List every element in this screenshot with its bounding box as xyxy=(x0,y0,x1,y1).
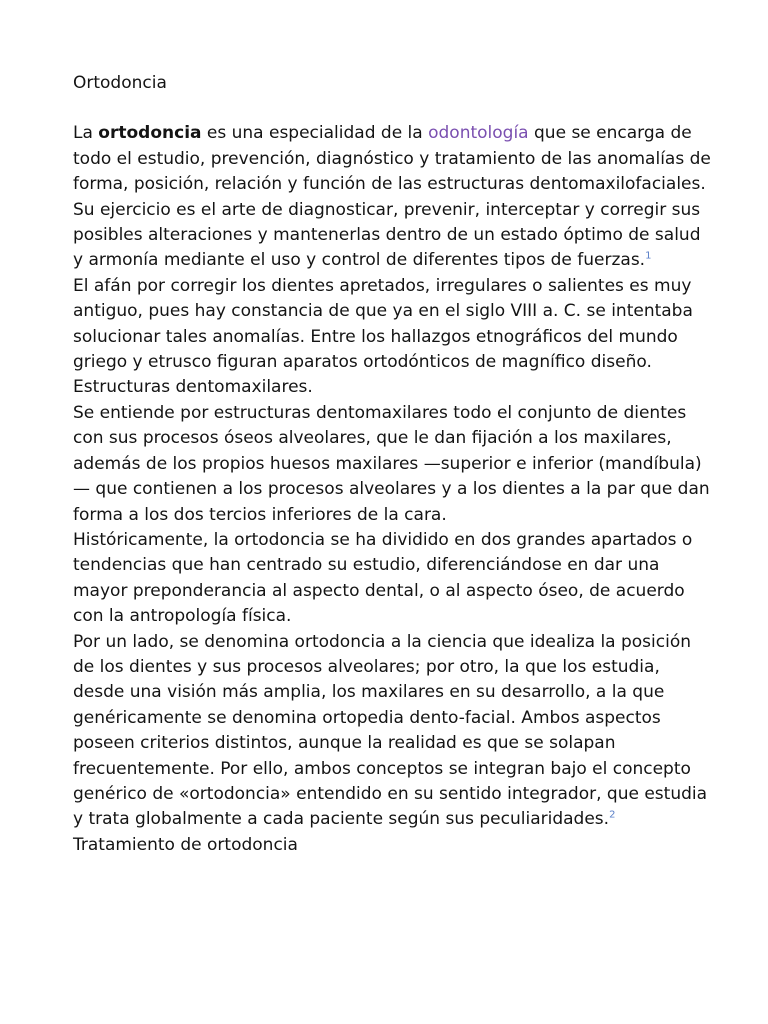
intro-post: que se encarga de todo el estudio, prevención, diagnóstico y tratamiento de las anomalías de forma, posición, relación y función de las estructuras dentomaxilofaciales. Su ejercicio es el arte de diagnosticar, prevenir, interceptar y corregir sus posibles alteraciones y mantenerlas dentro de un estado óptimo de salud y armonía mediante el uso y control de diferentes tipos de fuerzas. xyxy=(73,123,711,271)
intro-paragraph xyxy=(73,121,713,273)
history-paragraph: El afán por corregir los dientes apretados, irregulares o salientes es muy antiguo, pues hay constancia de que ya en el siglo VIII a. C. se intentaba solucionar tales anomalías. Entre los hallazgos etnográficos del mundo griego y etrusco figuran aparatos ortodónticos de magnífico diseño. xyxy=(73,275,693,373)
historicamente-paragraph: Históricamente, la ortodoncia se ha dividido en dos grandes apartados o tendencias que han centrado su estudio, diferenciándose en dar una mayor preponderancia al aspecto dental, o al aspecto óseo, de acuerdo con la antropología física. xyxy=(73,529,693,627)
intro-pre: La xyxy=(73,123,99,144)
section-heading-tratamiento: Tratamiento de ortodoncia xyxy=(73,834,298,855)
footnote-ref-1[interactable]: 1 xyxy=(645,250,652,262)
intro-mid: es una especialidad de la xyxy=(201,123,429,144)
definition-paragraph xyxy=(73,630,713,833)
section-heading-estructuras: Estructuras dentomaxilares. xyxy=(73,377,313,398)
estructuras-paragraph: Se entiende por estructuras dentomaxilares todo el conjunto de dientes con sus procesos óseos alveolares, que le dan fijación a los maxilares, además de los propios huesos maxilares —superior e inferior (mandíbula)— que contienen a los procesos alveolares y a los dientes a la par que dan forma a los dos tercios inferiores de la cara. xyxy=(73,402,710,525)
term-ortodoncia: ortodoncia xyxy=(98,123,202,144)
document-title: Ortodoncia xyxy=(73,73,167,93)
definition-text: Por un lado, se denomina ortodoncia a la ciencia que idealiza la posición de los dientes y sus procesos alveolares; por otro, la que los estudia, desde una visión más amplia, los maxilares en su desarrollo, a la que genéricamente se denomina ortopedia dento-facial. Ambos aspectos poseen criterios distintos, aunque la realidad es que se solapan frecuentemente. Por ello, ambos conceptos se integran bajo el concepto genérico de «ortodoncia» entendido en su sentido integrador, que estudia y trata globalmente a cada paciente según sus peculiaridades. xyxy=(73,631,708,830)
document-page xyxy=(73,71,713,858)
footnote-ref-2[interactable]: 2 xyxy=(609,809,616,821)
link-odontologia[interactable]: odontología xyxy=(428,123,529,144)
